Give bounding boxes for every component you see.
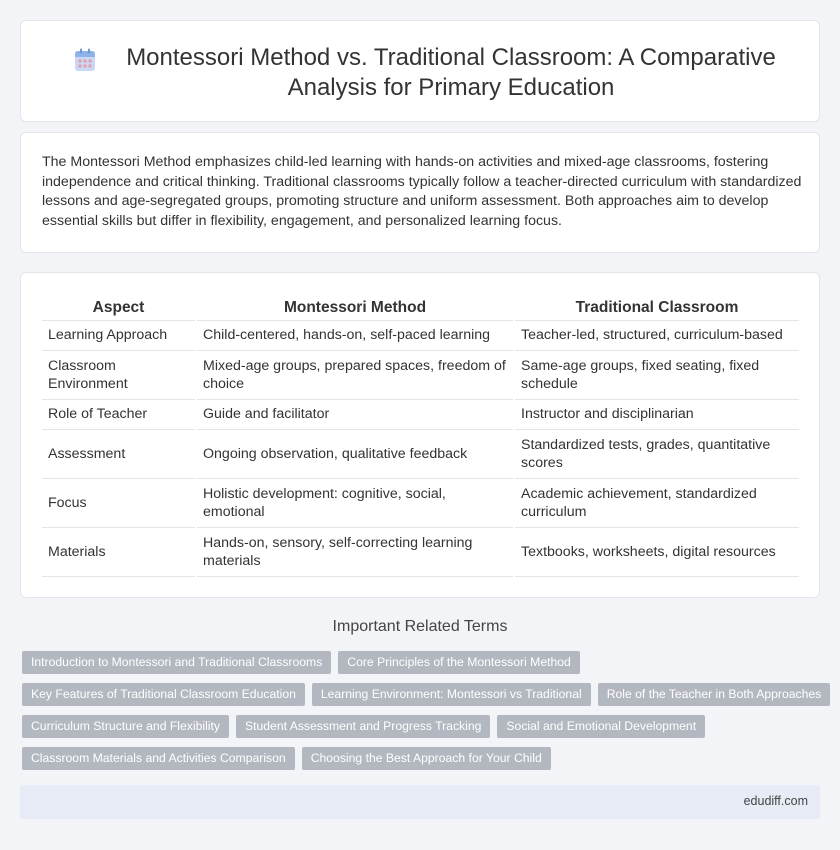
comparison-card — [20, 272, 820, 598]
related-terms-list — [22, 651, 822, 779]
cell-traditional: Textbooks, worksheets, digital resources — [514, 527, 799, 576]
cell-aspect: Focus — [42, 478, 196, 527]
header-traditional: Traditional Classroom — [514, 295, 799, 320]
cell-traditional: Teacher-led, structured, curriculum-based — [514, 320, 799, 350]
header-montessori: Montessori Method — [196, 295, 514, 320]
calendar-grid-icon — [74, 48, 96, 72]
cell-montessori: Child-centered, hands-on, self-paced learning — [196, 320, 514, 350]
intro-card — [20, 132, 820, 253]
table-row — [42, 399, 799, 429]
table-row — [42, 350, 799, 399]
cell-aspect: Role of Teacher — [42, 399, 196, 429]
related-term-tag[interactable]: Role of the Teacher in Both Approaches — [598, 683, 831, 706]
cell-montessori: Ongoing observation, qualitative feedback — [196, 429, 514, 478]
cell-aspect: Learning Approach — [42, 320, 196, 350]
page-title: Montessori Method vs. Traditional Classroom: A Comparative Analysis for Primary Education — [126, 44, 776, 101]
related-term-tag[interactable]: Social and Emotional Development — [497, 715, 705, 738]
related-term-tag[interactable]: Key Features of Traditional Classroom Education — [22, 683, 305, 706]
cell-aspect: Materials — [42, 527, 196, 576]
cell-montessori: Mixed-age groups, prepared spaces, freedom of choice — [196, 350, 514, 399]
footer-site-link[interactable]: edudiff.com — [743, 794, 808, 808]
table-row — [42, 527, 799, 576]
table-header-row — [42, 295, 799, 320]
related-terms-heading: Important Related Terms — [332, 618, 508, 635]
table-row — [42, 320, 799, 350]
cell-traditional: Same-age groups, fixed seating, fixed schedule — [514, 350, 799, 399]
cell-traditional: Standardized tests, grades, quantitative scores — [514, 429, 799, 478]
cell-montessori: Hands-on, sensory, self-correcting learning materials — [196, 527, 514, 576]
cell-traditional: Academic achievement, standardized curriculum — [514, 478, 799, 527]
related-term-tag[interactable]: Introduction to Montessori and Traditional Classrooms — [22, 651, 331, 674]
related-term-tag[interactable]: Core Principles of the Montessori Method — [338, 651, 580, 674]
related-term-tag[interactable]: Learning Environment: Montessori vs Traditional — [312, 683, 591, 706]
cell-montessori: Holistic development: cognitive, social, emotional — [196, 478, 514, 527]
cell-aspect: Classroom Environment — [42, 350, 196, 399]
intro-paragraph: The Montessori Method emphasizes child-led learning with hands-on activities and mixed-age classrooms, fostering independence and critical thinking. Traditional classrooms typically follow a teacher-directed curriculum with standardized lessons and age-segregated groups, promoting structure and uniform assessment. Both approaches aim to develop essential skills but differ in flexibility, engagement, and personalized learning focus. — [42, 154, 802, 229]
cell-traditional: Instructor and disciplinarian — [514, 399, 799, 429]
related-term-tag[interactable]: Student Assessment and Progress Tracking — [236, 715, 490, 738]
table-row — [42, 429, 799, 478]
header-aspect: Aspect — [42, 295, 196, 320]
title-card — [20, 20, 820, 122]
table-row — [42, 478, 799, 527]
related-term-tag[interactable]: Curriculum Structure and Flexibility — [22, 715, 229, 738]
related-term-tag[interactable]: Classroom Materials and Activities Comparison — [22, 747, 295, 770]
related-term-tag[interactable]: Choosing the Best Approach for Your Child — [302, 747, 551, 770]
cell-aspect: Assessment — [42, 429, 196, 478]
comparison-table — [42, 295, 799, 577]
footer — [20, 785, 820, 819]
cell-montessori: Guide and facilitator — [196, 399, 514, 429]
